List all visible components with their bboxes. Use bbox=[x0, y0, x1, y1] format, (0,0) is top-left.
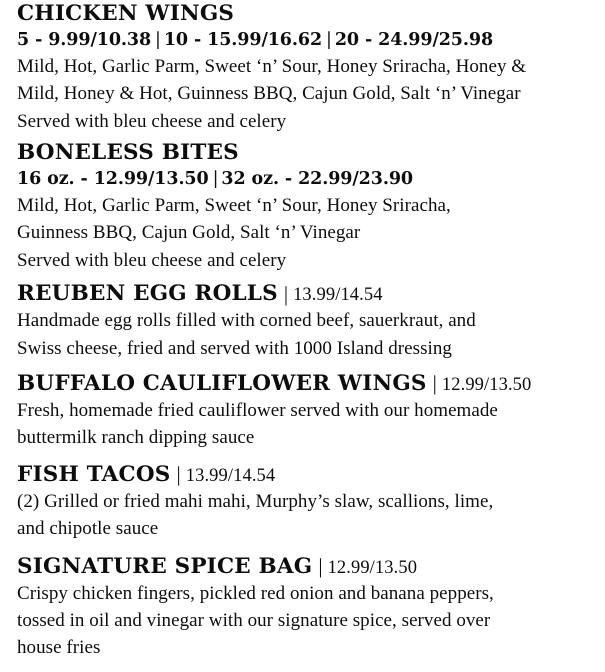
menu-item-price-line bbox=[17, 167, 597, 192]
price-tier-3: 20 - 24.99/25.98 bbox=[334, 30, 494, 51]
menu-item-title: REUBEN EGG ROLLS bbox=[17, 281, 278, 306]
price-separator-icon: | bbox=[283, 281, 289, 306]
menu-section-chicken-wings bbox=[17, 1, 597, 135]
menu-item-description-line: Guinness BBQ, Cajun Gold, Salt ‘n’ Vinegar bbox=[17, 222, 361, 244]
menu-item-price: 13.99/14.54 bbox=[185, 465, 276, 486]
menu-item-title: BONELESS BITES bbox=[17, 140, 239, 165]
menu-item-description-line: Crispy chicken fingers, pickled red onion and banana peppers, bbox=[17, 582, 494, 604]
price-separator-icon: | bbox=[176, 462, 181, 487]
menu-item-title: FISH TACOS bbox=[17, 461, 171, 487]
menu-item-header bbox=[17, 281, 597, 307]
price-separator-icon: | bbox=[212, 169, 219, 190]
menu-item-description-line: Mild, Hot, Garlic Parm, Sweet ‘n’ Sour, Honey Sriracha, Honey & bbox=[17, 56, 527, 78]
menu-item-description-line: house fries bbox=[17, 637, 101, 659]
menu-section-signature-spice-bag bbox=[17, 554, 597, 662]
menu-item-description-line: Handmade egg rolls filled with corned beef, sauerkraut, and bbox=[17, 310, 476, 332]
menu-item-header bbox=[17, 462, 597, 488]
menu-section-reuben-egg-rolls bbox=[17, 281, 597, 362]
price-tier-1: 5 - 9.99/10.38 bbox=[17, 30, 152, 51]
menu-item-price: 12.99/13.50 bbox=[441, 374, 532, 395]
menu-item-price: 13.99/14.54 bbox=[293, 285, 383, 305]
price-separator-icon: | bbox=[318, 554, 323, 579]
price-tier-1: 16 oz. - 12.99/13.50 bbox=[17, 169, 209, 190]
menu-item-description-line: Served with bleu cheese and celery bbox=[17, 110, 287, 132]
menu-item-description-line: tossed in oil and vinegar with our signature spice, served over bbox=[17, 610, 491, 632]
menu-item-description-line: buttermilk ranch dipping sauce bbox=[17, 427, 255, 449]
price-tier-2: 32 oz. - 22.99/23.90 bbox=[221, 169, 413, 190]
menu-section-boneless-bites bbox=[17, 140, 597, 274]
menu-item-title: SIGNATURE SPICE BAG bbox=[17, 553, 313, 579]
menu-section-buffalo-cauliflower-wings bbox=[17, 371, 597, 452]
menu-item-description-line: and chipotle sauce bbox=[17, 518, 159, 540]
menu-item-description-line: (2) Grilled or fried mahi mahi, Murphy’s slaw, scallions, lime, bbox=[17, 490, 494, 512]
price-separator-icon: | bbox=[432, 371, 437, 396]
menu-item-price: 12.99/13.50 bbox=[327, 557, 418, 578]
menu-item-header bbox=[17, 371, 597, 397]
menu-item-description-line: Swiss cheese, fried and served with 1000 Island dressing bbox=[17, 337, 452, 359]
menu-item-title: CHICKEN WINGS bbox=[17, 1, 235, 26]
price-separator-icon: | bbox=[155, 30, 161, 51]
price-separator-icon: | bbox=[326, 30, 332, 51]
menu-item-description-line: Served with bleu cheese and celery bbox=[17, 249, 287, 271]
menu-item-description-line: Mild, Honey & Hot, Guinness BBQ, Cajun Gold, Salt ‘n’ Vinegar bbox=[17, 83, 521, 105]
price-tier-2: 10 - 15.99/16.62 bbox=[163, 30, 323, 51]
menu-item-description-line: Fresh, homemade fried cauliflower served with our homemade bbox=[17, 400, 498, 422]
menu-section-fish-tacos bbox=[17, 462, 597, 543]
menu-item-header bbox=[17, 554, 597, 580]
menu-item-title: BUFFALO CAULIFLOWER WINGS bbox=[17, 370, 427, 396]
menu-item-description-line: Mild, Hot, Garlic Parm, Sweet ‘n’ Sour, Honey Sriracha, bbox=[17, 195, 451, 217]
menu-item-price-line bbox=[17, 28, 597, 53]
